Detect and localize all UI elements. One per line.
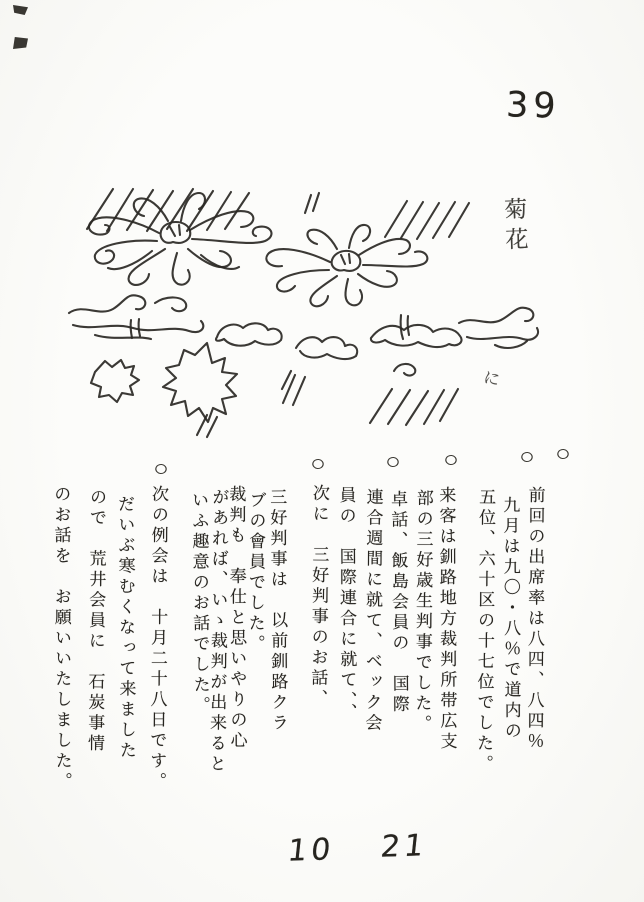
footer-day: 21 [379,828,430,865]
leaf-big-jagged [163,343,237,422]
text-column: があれば、いゝ裁判が出来ると [205,487,229,776]
text-column: 次に 三好判事のお話、 [307,483,329,710]
divider-dot [521,451,534,462]
text-column: 連合週間に就て、ベック会 [361,487,383,735]
tendril-right [459,308,538,348]
tendril-left [69,295,203,339]
ditto-mark-top [305,193,319,213]
scan-edge-mark [13,37,28,49]
text-column: 裁判も 奉仕と思いやりの心 [225,484,247,752]
text-column: ブの會員でした。 [244,490,266,656]
leaf-elongated [371,325,462,376]
divider-dot [557,448,570,459]
hatch-bottom-main [370,389,458,425]
scan-edge-mark [13,5,28,15]
divider-dot [387,456,400,467]
text-column: 次の例会は 十月二十八日です。 [145,484,169,793]
hatch-bottom-left [282,371,305,405]
text-column: 五位、六十区の十七位でした。 [472,487,496,776]
hatch-top-right [385,201,469,239]
text-column: 前回の出席率は八四、八四％ [523,485,545,753]
divider-dot [445,454,458,465]
leaf-lobed-right [296,337,357,359]
leaf-lobed-middle [216,323,282,345]
text-column: 部の三好歳生判事でした。 [411,488,433,736]
text-column: 卓話、飯島会員の 国際 [387,489,409,716]
leaf-small-left [91,360,139,402]
page-number: 39 [505,85,562,127]
text-column: いふ趣意のお話でした。 [188,490,210,717]
text-column: だいぶ寒むくなって来ました [114,494,136,762]
ditto-under-leaf [197,415,217,437]
figure-label: 菊花 [499,196,529,258]
figure-scribble: に [481,367,502,390]
footer-month: 10 [286,832,337,869]
text-column: 員の 国際連合に就て、、 [335,485,357,724]
chrysanthemum-drawing-svg [55,175,555,445]
text-column: 三好判事は 以前釧路クラ [266,487,288,735]
text-column: 九月は九〇・八％で道内の [499,495,521,743]
text-column: のお話を お願いいたしました。 [50,484,72,793]
divider-dot [312,458,325,469]
text-column: 来客は釧路地方裁判所帯広支 [435,485,457,753]
divider-dot [155,463,168,474]
text-column: ので 荒井会員に 石炭事情 [83,487,107,755]
flower-right [266,225,427,306]
